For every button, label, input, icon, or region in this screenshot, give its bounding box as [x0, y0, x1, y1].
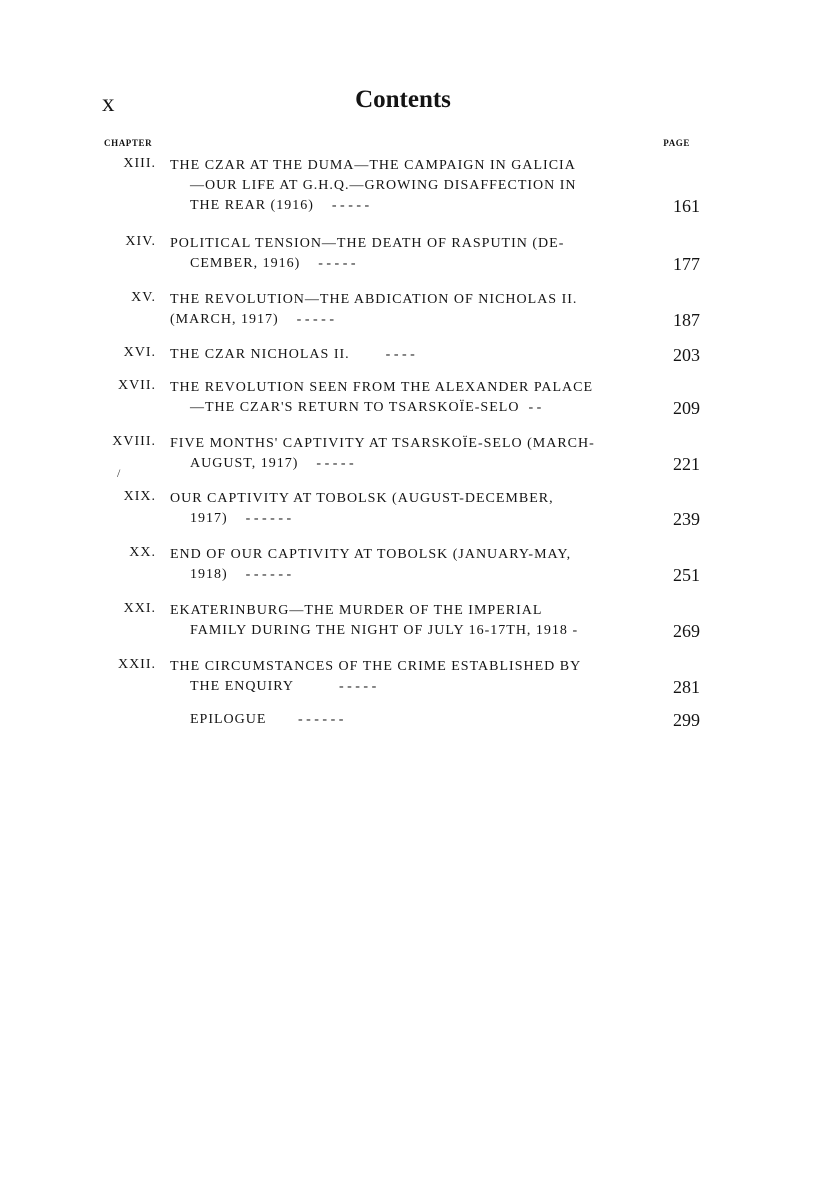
title-line: THE REVOLUTION SEEN FROM THE ALEXANDER PALACE: [170, 380, 593, 395]
chapter-number: XVII.: [117, 378, 156, 393]
page-ref: 187: [673, 310, 700, 330]
page-ref: 239: [673, 509, 700, 529]
title-line: EKATERINBURG—THE MURDER OF THE IMPERIAL: [170, 603, 543, 618]
title-line: THE CZAR AT THE DUMA—THE CAMPAIGN IN GALICIA: [170, 158, 576, 173]
chapter-title: [170, 290, 642, 330]
title-line: THE REVOLUTION—THE ABDICATION OF NICHOLAS II.: [170, 292, 578, 307]
chapter-title: [170, 601, 642, 641]
page-ref: 161: [673, 196, 700, 216]
title-line: FIVE MONTHS' CAPTIVITY AT TSARSKOÏE-SELO (MARCH-: [170, 436, 595, 451]
dot-leader: - - - - - -: [245, 511, 292, 526]
page-ref: 203: [673, 345, 700, 365]
page-ref: 299: [673, 710, 700, 730]
chapter-title: [170, 234, 642, 274]
chapter-title: [170, 156, 642, 216]
page-title: Contents: [355, 86, 451, 113]
dot-leader: - - - - -: [316, 456, 354, 471]
title-line: 1918): [190, 567, 228, 582]
title-line: THE ENQUIRY: [190, 679, 294, 694]
page-ref: 221: [673, 454, 700, 474]
chapter-title: [170, 710, 642, 730]
dot-leader: - - - - -: [318, 256, 356, 271]
title-line: (MARCH, 1917): [170, 312, 279, 327]
title-line: POLITICAL TENSION—THE DEATH OF RASPUTIN (DE-: [170, 236, 565, 251]
title-line: FAMILY DURING THE NIGHT OF JULY 16-17TH, 1918: [190, 623, 568, 638]
page-ref: 281: [673, 677, 700, 697]
chapter-number: XIX.: [123, 489, 156, 504]
page-ref: 177: [673, 254, 700, 274]
title-line: —OUR LIFE AT G.H.Q.—GROWING DISAFFECTION IN: [190, 178, 577, 193]
title-line: THE CIRCUMSTANCES OF THE CRIME ESTABLISHED BY: [170, 659, 582, 674]
chapter-number: XVIII.: [112, 434, 156, 449]
margin-mark: /: [117, 466, 121, 480]
chapter-title: [170, 545, 642, 585]
dot-leader: - - - - - -: [297, 712, 344, 727]
page-column-label: PAGE: [663, 138, 690, 148]
chapter-number: XIII.: [123, 156, 156, 171]
dot-leader: -: [572, 623, 578, 638]
title-line: THE REAR (1916): [190, 198, 314, 213]
page-number: x: [102, 90, 116, 117]
dot-leader: - - - - - -: [245, 567, 292, 582]
dot-leader: - -: [528, 400, 542, 415]
title-line: CEMBER, 1916): [190, 256, 301, 271]
chapter-title: [170, 434, 642, 474]
title-line: —THE CZAR'S RETURN TO TSARSKOÏE-SELO: [190, 400, 520, 415]
chapter-number: XVI.: [123, 345, 156, 360]
title-line: THE CZAR NICHOLAS II.: [170, 347, 350, 362]
chapter-number: XXII.: [117, 657, 156, 672]
chapter-title: [170, 378, 642, 418]
dot-leader: - - - -: [385, 347, 415, 362]
chapter-number: XXI.: [123, 601, 156, 616]
title-line: OUR CAPTIVITY AT TOBOLSK (AUGUST-DECEMBER,: [170, 491, 554, 506]
chapter-number: XIV.: [125, 234, 156, 249]
page-ref: 251: [673, 565, 700, 585]
chapter-column-label: CHAPTER: [104, 138, 153, 148]
chapter-number: XV.: [131, 290, 156, 305]
chapter-number: XX.: [129, 545, 156, 560]
chapter-title: [170, 657, 642, 697]
title-line: END OF OUR CAPTIVITY AT TOBOLSK (JANUARY-MAY,: [170, 547, 572, 562]
dot-leader: - - - - -: [338, 679, 377, 694]
page-ref: 209: [673, 398, 700, 418]
title-line: EPILOGUE: [190, 712, 267, 727]
chapter-title: [170, 489, 642, 529]
dot-leader: - - - - -: [331, 198, 370, 213]
page-ref: 269: [673, 621, 700, 641]
title-line: AUGUST, 1917): [190, 456, 299, 471]
dot-leader: - - - - -: [296, 312, 334, 327]
chapter-title: [170, 345, 642, 365]
title-line: 1917): [190, 511, 228, 526]
